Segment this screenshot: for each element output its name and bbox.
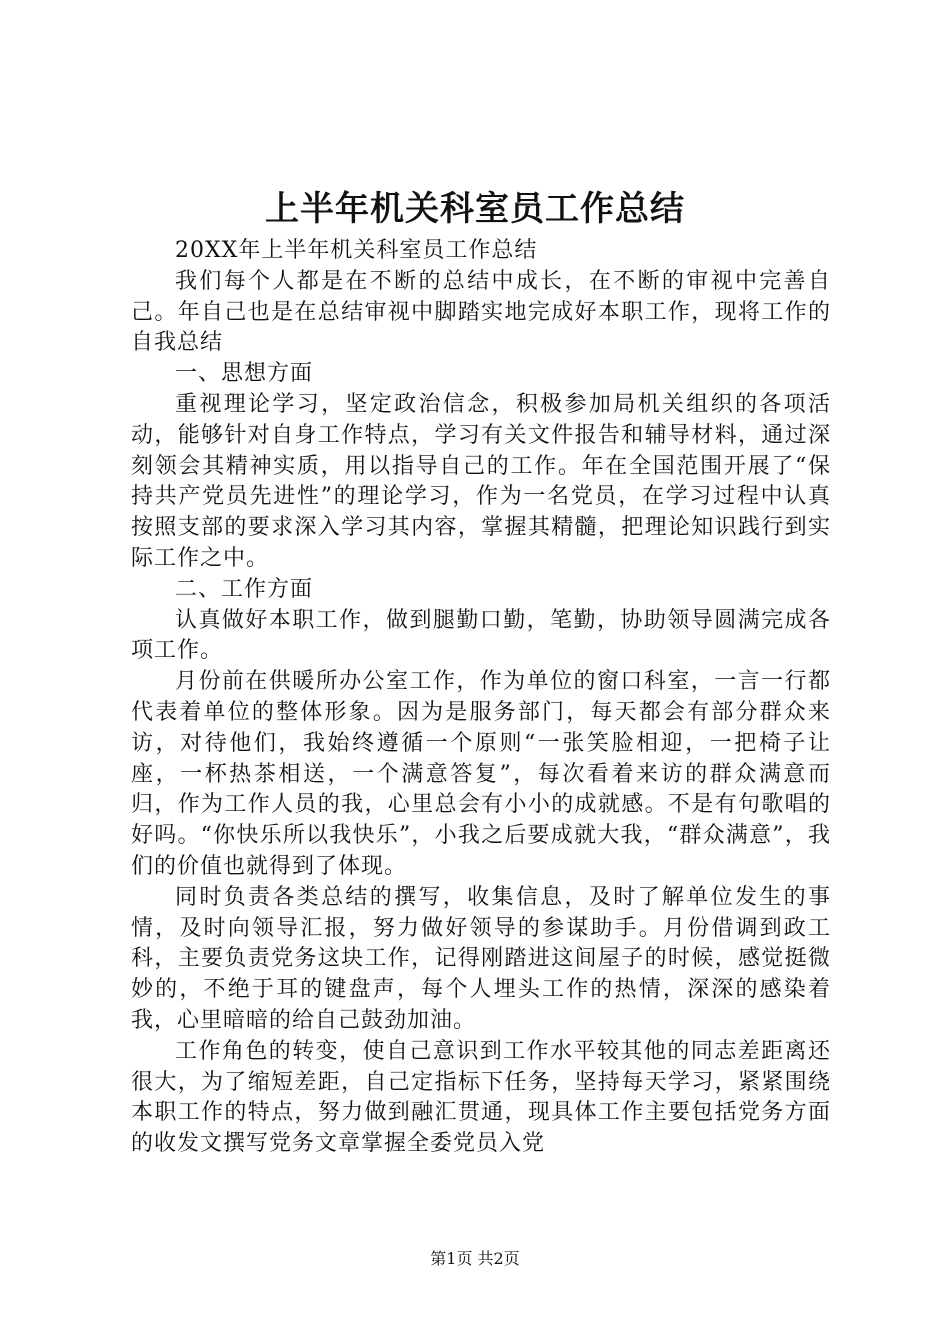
- section-heading-thought: 一、思想方面: [175, 361, 314, 387]
- document-body: [131, 236, 831, 1160]
- body-paragraph: 认真做好本职工作，做到腿勤口勤，笔勤，协助领导圆满完成各项工作。: [131, 607, 831, 664]
- body-paragraph: 重视理论学习，坚定政治信念，积极参加局机关组织的各项活动，能够针对自身工作特点，学习有关文件报告和辅导材料，通过深刻领会其精神实质，用以指导自己的工作。年在全国范围开展了“保持共产党员先进性”的理论学习，作为一名党员，在学习过程中认真按照支部的要求深入学习其内容，掌握其精髓，把理论知识践行到实际工作之中。: [131, 391, 831, 571]
- body-paragraph: 同时负责各类总结的撰写，收集信息，及时了解单位发生的事情，及时向领导汇报，努力做好领导的参谋助手。月份借调到政工科，主要负责党务这块工作，记得刚踏进这间屋子的时候，感觉挺微妙的，不绝于耳的键盘声，每个人埋头工作的热情，深深的感染着我，心里暗暗的给自己鼓劲加油。: [131, 884, 831, 1033]
- body-paragraph: 月份前在供暖所办公室工作，作为单位的窗口科室，一言一行都代表着单位的整体形象。因为是服务部门，每天都会有部分群众来访，对待他们，我始终遵循一个原则“一张笑脸相迎，一把椅子让座，一杯热茶相送，一个满意答复”，每次看着来访的群众满意而归，作为工作人员的我，心里总会有小小的成就感。不是有句歌唱的好吗。“你快乐所以我快乐”，小我之后要成就大我，“群众满意”，我们的价值也就得到了体现。: [131, 669, 831, 879]
- body-paragraph: 工作角色的转变，使自己意识到工作水平较其他的同志差距离还很大，为了缩短差距，自己定指标下任务，坚持每天学习，紧紧围绕本职工作的特点，努力做到融汇贯通，现具体工作主要包括党务方面的收发文撰写党务文章掌握全委党员入党: [131, 1038, 831, 1157]
- section-heading-work: 二、工作方面: [175, 576, 314, 602]
- document-title: 上半年机关科室员工作总结: [265, 189, 685, 229]
- page-footer: 第1页 共2页: [430, 1249, 520, 1268]
- intro-paragraph: 我们每个人都是在不断的总结中成长，在不断的审视中完善自己。年自己也是在总结审视中脚踏实地完成好本职工作，现将工作的自我总结: [131, 268, 831, 356]
- subtitle-paragraph: 20XX年上半年机关科室员工作总结: [175, 238, 538, 263]
